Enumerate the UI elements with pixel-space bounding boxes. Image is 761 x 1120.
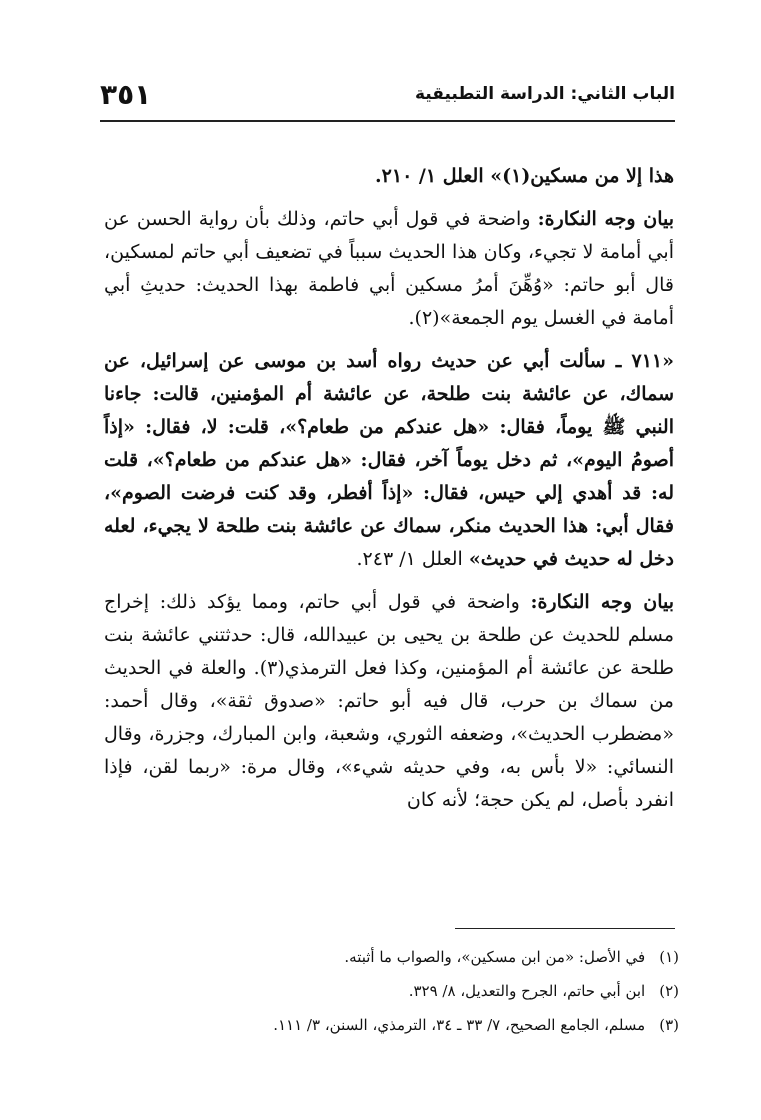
explanation-text: واضحة في قول أبي حاتم، وذلك بأن رواية الحسن عن أبي أمامة لا تجيء، وكان هذا الحديث سبباً في تضعيف أبي حاتم لمسكين، قال أبو حاتم: «وُهِّنَ أمرُ مسكين أبي فاطمة بهذا الحديث: حديثِ أبي أمامة في الغسل يوم الجمعة»(٢).: [104, 208, 674, 329]
explanation-label-2: بيان وجه النكارة:: [530, 591, 675, 613]
paragraph-3: [104, 345, 674, 576]
page-header: [100, 78, 675, 122]
footnote-text: ابن أبي حاتم، الجرح والتعديل، ٨/ ٣٢٩.: [408, 982, 646, 1000]
footnote-text: مسلم، الجامع الصحيح، ٧/ ٣٣ ـ ٣٤، الترمذي، السنن، ٣/ ١١١.: [273, 1016, 646, 1034]
hadith-reference: العلل ١/ ٢٤٣.: [356, 548, 463, 570]
hadith-text: «٧١١ ـ سألت أبي عن حديث رواه أسد بن موسى عن إسرائيل، عن سماك، عن عائشة بنت طلحة، عن عائشة أم المؤمنين، قالت: جاءنا النبي ﷺ يوماً، فقال: «هل عندكم من طعام؟»، قلت: لا، فقال: «إذاً أصومُ اليوم»، ثم دخل يوماً آخر، فقال: «هل عندكم من طعام؟»، قلت له: قد أهدي إلي حيس، فقال: «إذاً أفطر، وقد كنت فرضت الصوم»، فقال أبي: هذا الحديث منكر، سماك عن عائشة بنت طلحة لا يجيء، لعله دخل له حديث في حديث»: [104, 350, 674, 570]
footnote-3: [104, 1008, 679, 1042]
paragraph-4: [104, 586, 674, 817]
footnote-number: (١): [659, 948, 679, 966]
footnote-number: (٣): [659, 1016, 679, 1034]
explanation-text-2: واضحة في قول أبي حاتم، ومما يؤكد ذلك: إخراج مسلم للحديث عن طلحة بن يحيى بن عبيدالله، قال: حدثتني عائشة بنت طلحة عن عائشة أم المؤمنين، وكذا فعل الترمذي(٣). والعلة في الحديث من سماك بن حرب، قال فيه أبو حاتم: «صدوق ثقة»، وقال أحمد: «مضطرب الحديث»، وضعفه الثوري، وشعبة، وابن المبارك، وجزرة، وقال النسائي: «لا بأس به، وفي حديثه شيء»، وقال مرة: «ربما لقن، فإذا انفرد بأصل، لم يكن حجة؛ لأنه كان: [104, 591, 674, 811]
page-number: ٣٥١: [100, 78, 152, 111]
main-text: [104, 160, 674, 827]
paragraph-2: [104, 203, 674, 335]
footnote-text: في الأصل: «من ابن مسكين»، والصواب ما أثبته.: [344, 948, 646, 966]
footnote-number: (٢): [659, 982, 679, 1000]
chapter-title: الباب الثاني: الدراسة التطبيقية: [414, 84, 675, 104]
explanation-label: بيان وجه النكارة:: [537, 208, 675, 230]
footnote-1: [104, 940, 679, 974]
footnote-separator: [455, 928, 675, 929]
paragraph-1: [104, 160, 674, 193]
paragraph-1-text: هذا إلا من مسكين(١)» العلل ١/ ٢١٠.: [375, 165, 674, 187]
footnote-2: [104, 974, 679, 1008]
footnotes: [104, 940, 679, 1042]
